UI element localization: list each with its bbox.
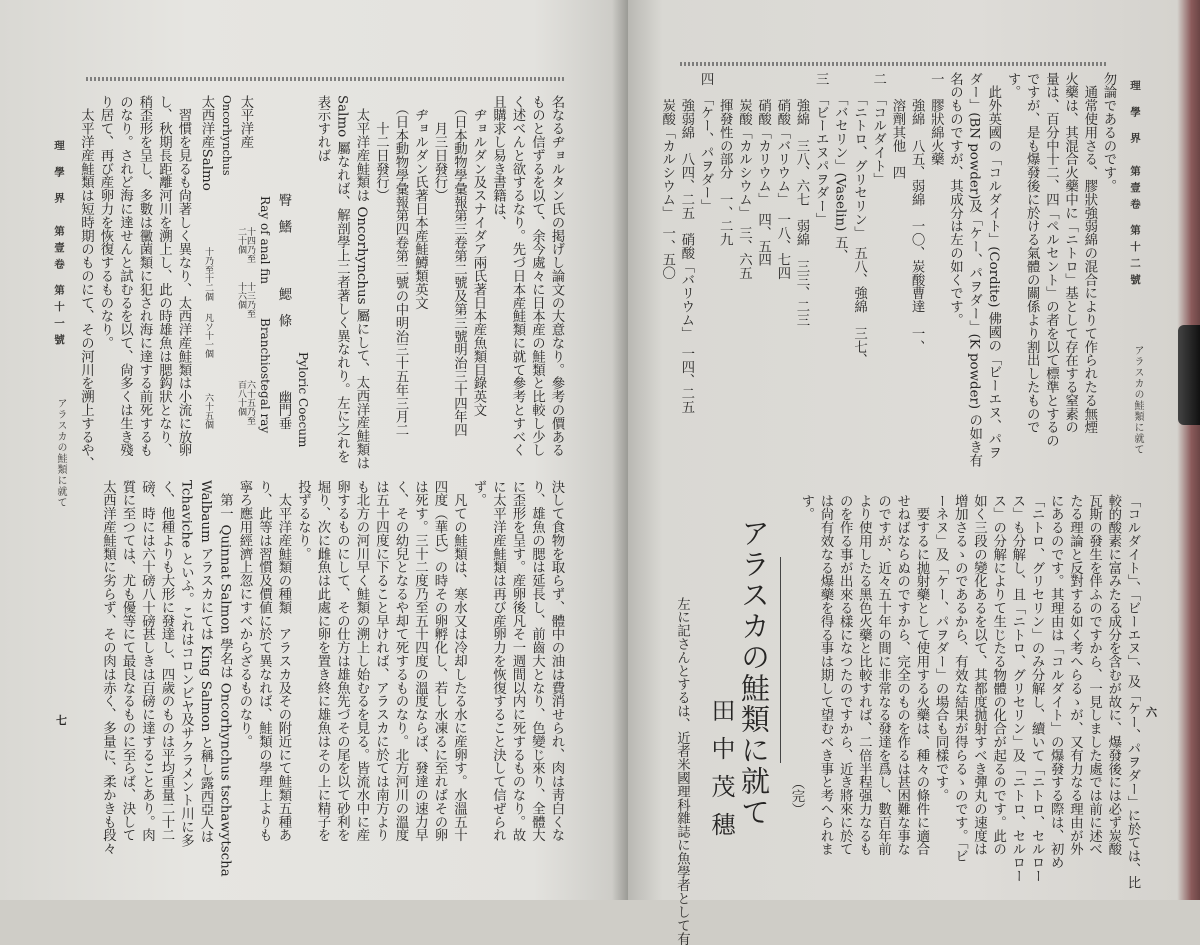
- text-column: 揮發性の部分 一、二九: [717, 72, 733, 247]
- text-column: のですが、近々五十年の間に非常なる發達を爲し、數百年前: [875, 494, 891, 856]
- table-cell: 十四乃至 二十個: [236, 227, 255, 263]
- text-column: り、雄魚の腮は延長し、前齒大となり、色變じ來り、全體大: [529, 480, 545, 842]
- text-column: く、その幼兒となるや却て死するものなり。北方河川の溫度: [393, 480, 408, 842]
- text-column: り、此等は習慣及價値に於て異なれば、鮭類の學理上よりも: [256, 480, 272, 842]
- page-number: 七: [56, 714, 67, 727]
- left-page: [0, 0, 628, 900]
- table-header-anal-fin: 臀 鰭: [276, 193, 291, 234]
- text-column: せねばならぬのですから、完全のものを作るは甚困難な事な: [894, 494, 910, 856]
- text-column: 十二日發行）: [373, 95, 389, 203]
- text-column: も北方の河川早く鮭類の溯上し始むるを見る。皆流水中に産: [354, 480, 369, 842]
- table-row-label-pacific: 太平洋産: [238, 95, 253, 149]
- text-column: 太平洋産鮭類の種類 アラスカ及その附近にて鮭類五種あ: [276, 480, 291, 842]
- text-block-upper-a: [313, 95, 567, 470]
- text-column: は尙有效なる爆藥を得る事は期して望むべき事と考へられま: [818, 494, 833, 856]
- text-column: 凡ての鮭類は、寒水又は冷却したる水に産卵す。水溫五十: [451, 480, 467, 842]
- text-column: ものと信ずるを以て、余今處々に日本産の鮭類と比較し少し: [529, 95, 545, 457]
- text-column: 強綿 八五、弱綿 一〇、炭酸曹達 一、: [909, 72, 925, 354]
- table-cell: 十三乃至 十六個: [236, 282, 255, 318]
- text-column: 四 「ケー、パヲダー」: [698, 72, 714, 213]
- text-column: 量は、百分中十二、四「ペルセント」の者を以て標準とするの: [1043, 72, 1059, 448]
- text-column: 如く三段の變化あるを以て、其都度拋射すべき彈丸の速度は: [971, 494, 987, 856]
- text-column: 習慣を見るも尙著しく異なり、太西洋産鮭類は小流に放卵: [176, 95, 191, 457]
- text-column: 太平洋産鮭類は Oncorhynchus 屬にして、太西洋産鮭類は: [354, 95, 369, 470]
- text-column: 二 「コルダイト」: [870, 72, 886, 186]
- text-column: 表示すれば: [315, 95, 330, 162]
- text-column: ヂョルダン及スナイダア兩氏著日本産魚類目錄英文: [471, 95, 486, 417]
- text-block-upper: [658, 72, 1119, 467]
- text-column: 月三日發行）: [432, 95, 447, 203]
- text-column: 「コルダイト」、「ビーエヌ」、及「ケー、パヲダー」に於ては、比: [1125, 494, 1140, 890]
- text-column: ダー」(BN powder)及「ケー、パヲダー」(K powder) の如き有: [966, 72, 982, 468]
- header-wavy-rule: [86, 77, 566, 81]
- text-column: 決して食物を取らず、體中の油は費消せられ、肉は靑白くな: [549, 480, 564, 842]
- text-column: す。: [1005, 72, 1021, 99]
- text-column: ず。: [471, 480, 486, 507]
- table-cell: 六十五乃至 百八十個: [236, 380, 255, 425]
- text-column: ですが、是も爆發後に於ける氣體の關係より割出したもので: [1024, 72, 1040, 434]
- text-column: 一 膠狀綿火藥: [928, 72, 944, 166]
- text-block-lower: [98, 480, 566, 877]
- text-column: 較的酸素に富みたる成分を含むが故に、爆發後には必ず炭酸: [1105, 494, 1121, 856]
- running-head: 理 學 界 第壹卷 第十一號: [53, 140, 65, 351]
- table-cell: 十乃至十二個: [203, 247, 213, 301]
- text-column: 炭酸「カルシウム」 一、五〇: [659, 72, 675, 280]
- text-column: 卵するものにして、その仕方は雄魚先づその尾を以て砂利を: [334, 480, 350, 842]
- text-column: 名のものですが、其成分は左の如くです。: [947, 72, 963, 327]
- text-column: 三 「ビーエヌパヲダー」: [813, 72, 829, 227]
- text-column: Walbaum アラスカにては King Salmon と稱し露西亞人は: [198, 480, 213, 844]
- text-column: り居て、再び産卵力を恢復するものなり。: [98, 95, 113, 350]
- table-header-en-branchiostegal: Branchiostegal ray: [258, 318, 272, 434]
- text-column: ス」の分解によりて生じたる物體の化合が起るのです。此の: [990, 494, 1006, 856]
- text-column: 勿論であるのです。: [1101, 72, 1116, 193]
- text-column: 「ニトロ、グリセリン」 五八、強綿 三七、: [851, 72, 867, 367]
- text-block-lower: [797, 494, 1142, 889]
- table-header-pyloric: 幽門垂: [276, 390, 291, 431]
- running-subtitle: アラスカの鮭類に就て: [1132, 345, 1143, 455]
- running-head: 理 學 界 第壹卷 第十二號: [1129, 80, 1141, 291]
- page-number: 六: [1146, 706, 1157, 719]
- text-block-upper-b: [76, 95, 193, 470]
- text-column: す。: [798, 494, 814, 521]
- text-column: し、秋期長距離河川を溯上し、此の時雄魚は腮鈎狀となり、: [156, 95, 172, 457]
- text-column: （日本動物學彙報第三卷第二號及第三號明治三十四年四: [451, 95, 467, 437]
- text-column: Salmo 屬なれば、解剖學上二者著しく異なれり。左に之れを: [334, 95, 350, 464]
- text-column: のなり。されど海に達せんと試むるを以て、尙多くは生き殘: [117, 95, 133, 457]
- text-column: 堀り、次に雌魚は此處に卵を置き終に雄魚はその上に精子を: [315, 480, 330, 842]
- text-column: 瓦斯の發生を伴ふのですから、一見しました處では前に述べ: [1086, 494, 1102, 856]
- header-wavy-rule: [680, 62, 1106, 66]
- table-row-label-atlantic: 太西洋産Salmo: [199, 95, 214, 191]
- text-column: 名なるヂョルタン氏の掲げし論文の大意なり。參考の價ある: [549, 95, 564, 457]
- text-column: 要するに拋射藥として使用する火藥は、種々の條件に適合: [913, 494, 929, 856]
- page-holder-clip: [1178, 325, 1200, 425]
- running-subtitle: アラスカの鮭類に就て: [55, 398, 66, 508]
- text-column: ヂョルダン氏著日本産鮭鱒類英文: [412, 95, 428, 310]
- text-column: 強弱綿 八四、二五 硝酸「バリウム」 一四、二五: [678, 72, 694, 414]
- end-mark: （完）: [789, 776, 804, 817]
- text-column: 炭酸「カルシウム」 三、六五: [736, 72, 752, 280]
- text-column: 溶劑其他 四: [889, 72, 905, 180]
- table-header-en-pyloric: Pyloric Coecum: [296, 352, 310, 448]
- table-header-en-anal-fin: Ray of anal fin: [258, 196, 272, 284]
- text-column: たる理論と反對する如く考へらるゝが、又有力なる理由が外: [1067, 494, 1083, 856]
- article-author: 田中茂穗: [707, 698, 735, 850]
- table-cell: 凡ソ十一個: [203, 313, 213, 358]
- right-page: [628, 0, 1200, 945]
- article-title: アラスカの鮭類に就て: [737, 518, 771, 828]
- text-column: 稍歪形を呈し、多數は黴菌類に犯され海に達する前死するも: [137, 95, 152, 457]
- table-header-branchiostegal: 鰓 條: [276, 287, 291, 328]
- text-column: より使用したる黑色火藥と比較すれば、二倍半程强力なるも: [856, 494, 872, 856]
- table-row-genus-pacific: Oncorhynchus: [220, 95, 233, 176]
- text-column: 「バセリン」(Vaselin) 五、: [832, 72, 848, 263]
- text-column: 太西洋産鮭類に劣らず、その肉は赤く、多量に、柔かきも段々: [100, 480, 116, 856]
- text-column: 寧ろ應用經濟上忽にすべからざるものなり。: [237, 480, 252, 748]
- text-column: （日本動物學彙報第四卷第二號の中明治三十五年三月二: [393, 95, 408, 437]
- text-column: 硝酸「カリウム」 四、五四: [755, 72, 771, 267]
- text-column: に歪形を呈す。産卵後凡そ一週間以内に死するものなり。故: [510, 480, 525, 842]
- text-column: 增加さるゝのであるから、有效な結果が得らるゝのです。「ビ: [952, 494, 968, 863]
- text-column: にあるのです。其理由は「コルダイト」の爆發する際は、初め: [1048, 494, 1064, 870]
- text-column: 此外英國の「コルダイト」(Cordite) 佛國の「ビーエヌ、パヲ: [985, 72, 1001, 460]
- text-column: 質に至つては、尤も優等にて最良なるものに至らば、決して: [120, 480, 135, 842]
- title-divider: [780, 557, 781, 763]
- text-column: 投ずるなり。: [295, 480, 311, 561]
- text-column: 硝酸「バリウム」 一八、七四: [774, 72, 790, 280]
- text-column: 四度（華氏）の時その卵孵化し、若し水凍るに至ればその卵: [432, 480, 447, 842]
- text-column: 第一 Quinnat Salmon 學名は Oncorhynchus tschawytscha: [217, 480, 233, 877]
- text-column: Tchaviche といふ。これはコロンビヤ及サクラメント川に多: [178, 480, 194, 847]
- text-column: は五十四度に下ること早ければ、アラスカに於ては南方より: [373, 480, 389, 842]
- text-column: く述べんと欲するなり。先づ日本産鮭類に就て參考とすべく: [510, 95, 525, 457]
- text-column: 「ニトロ、グリセリン」のみ分解し、續いて「ニトロ、セルロー: [1029, 494, 1045, 883]
- text-column: 強綿 三八、六七 弱綿 三三、二三: [794, 72, 809, 327]
- text-column: は死す。三十二度乃至五十四度の溫度ならば、發達の速力早: [412, 480, 428, 842]
- text-column: ス」も分解し、且「ニトロ、グリセリン」及「ニトロ、セルロー: [1009, 494, 1025, 883]
- text-column: 太平洋産鮭類は短時期のものにて、その河川を溯上するや、: [78, 95, 94, 471]
- text-column: に太平洋産鮭類は再び産卵力を恢復すること決して信ぜられ: [490, 480, 506, 842]
- text-column: 火藥は、其混合火藥中に「ニトロ」基として存在する窒素の: [1062, 72, 1078, 434]
- text-column: 磅、時には六十磅八十磅甚しきは百磅に達することあり。肉: [139, 480, 155, 842]
- article-first-line: 左に記さんとするは、近者米國理科雜誌に魚學者として有: [674, 597, 690, 945]
- text-column: のを作る事が出來る樣になつたのですから、近き將來に於て: [837, 494, 853, 856]
- text-column: く、他種よりも大形に發達し、四歲のものは平均重量二十二: [159, 480, 174, 842]
- text-column: 通常使用さる、膠狀強弱綿の混合によりて作られたる無煙: [1081, 72, 1097, 434]
- text-column: 且購求し易き書籍は、: [490, 95, 506, 229]
- text-column: ーネヌ」及「ケー、パヲダー」の場合も同樣です。: [933, 494, 949, 803]
- table-cell: 六十五個: [203, 393, 213, 429]
